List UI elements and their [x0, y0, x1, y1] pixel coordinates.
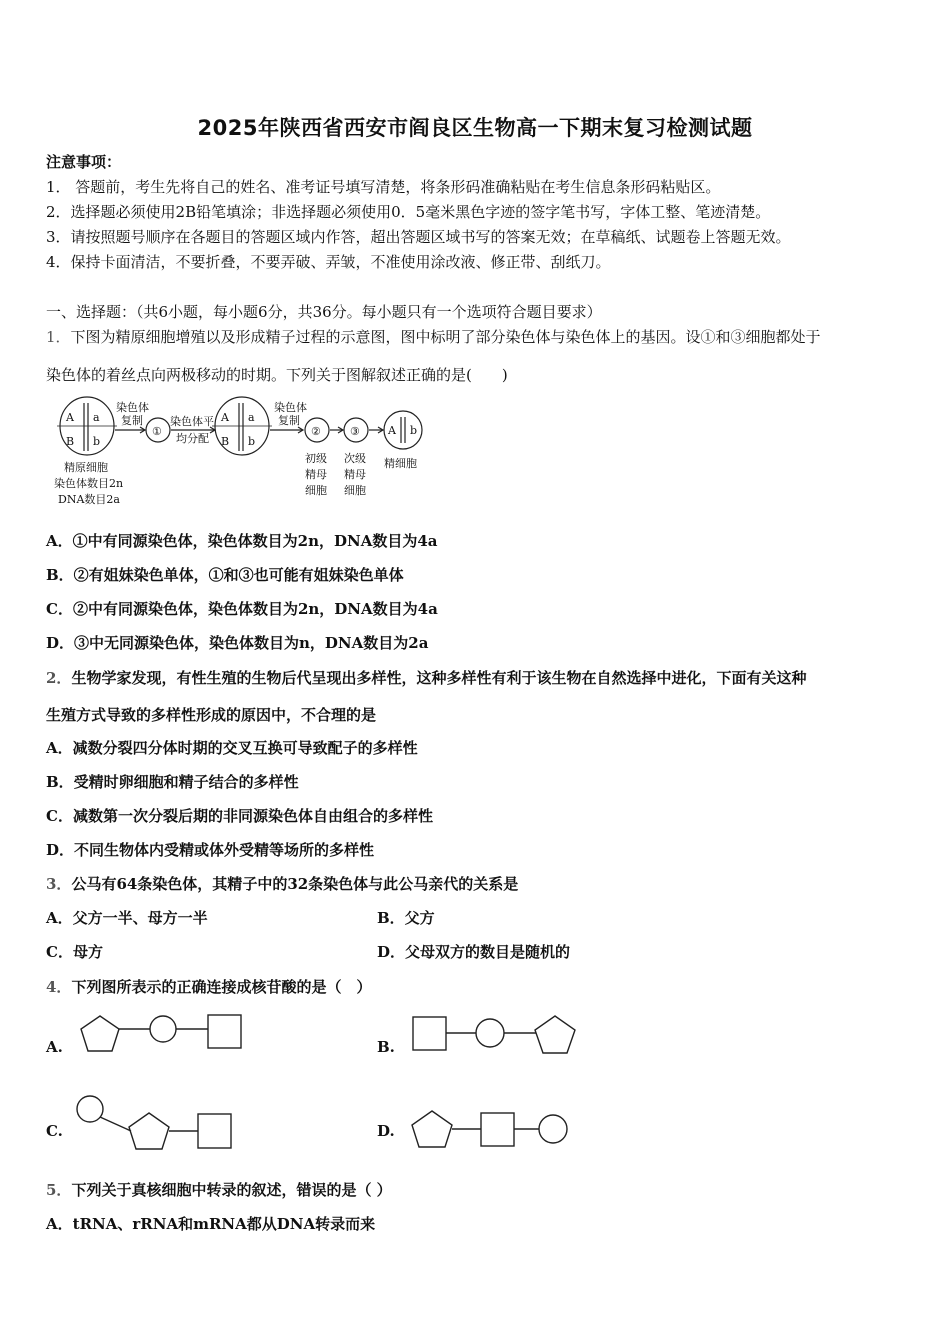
pentagon-sugar: [81, 1016, 119, 1051]
cell-number: ②: [311, 425, 321, 438]
cell-type-label: DNA数目2a: [58, 493, 120, 506]
question-1-text-cont: 染色体的着丝点向两极移动的时期。下列关于图解叙述正确的是( ): [46, 366, 508, 384]
option-b-label[interactable]: B.: [377, 1038, 395, 1056]
square-base: [198, 1114, 231, 1148]
cell-type-label: 染色体数目2n: [54, 477, 124, 490]
option-c[interactable]: C．②中有同源染色体，染色体数目为2n，DNA数目为4a: [46, 600, 438, 618]
notice-item: 1． 答题前，考生先将自己的姓名、准考证号填写清楚，将条形码准确粘贴在考生信息条形码粘贴区。: [46, 178, 721, 196]
notice-heading: 注意事项：: [46, 153, 122, 171]
option-a[interactable]: A．父方一半、母方一半: [46, 909, 208, 927]
option-a[interactable]: A．tRNA、rRNA和mRNA都从DNA转录而来: [46, 1215, 376, 1233]
notice-item: 4．保持卡面清洁，不要折叠，不要弄破、弄皱，不准使用涂改液、修正带、刮纸刀。: [46, 253, 611, 271]
option-c[interactable]: C．减数第一次分裂后期的非同源染色体自由组合的多样性: [46, 807, 433, 825]
gene-label: A: [388, 424, 396, 437]
cell-number: ①: [152, 425, 162, 438]
cell-type-label: 次级: [344, 452, 366, 465]
nucleotide-option-a[interactable]: [76, 1012, 246, 1057]
cell-type-label: 精细胞: [384, 457, 417, 470]
square-base: [481, 1113, 514, 1146]
cell-type-label: 精母: [305, 468, 327, 481]
option-d-label[interactable]: D.: [377, 1122, 395, 1140]
question-1-text: 1．下图为精原细胞增殖以及形成精子过程的示意图，图中标明了部分染色体与染色体上的基因。设①和③细胞都处于: [46, 328, 821, 346]
cell-number: ③: [350, 425, 360, 438]
question-3-text: 3．公马有64条染色体，其精子中的32条染色体与此公马亲代的关系是: [46, 875, 519, 893]
gene-label: a: [248, 411, 255, 424]
page-title: 2025年陕西省西安市阎良区生物高一下期末复习检测试题: [197, 116, 753, 140]
arrow-label: 复制: [121, 414, 143, 427]
option-a-label[interactable]: A.: [46, 1038, 63, 1056]
question-number: 4．: [46, 978, 72, 996]
gene-label: a: [93, 411, 100, 424]
option-b[interactable]: B．受精时卵细胞和精子结合的多样性: [46, 773, 299, 791]
question-5-text: 5．下列关于真核细胞中转录的叙述，错误的是（ ）: [46, 1181, 392, 1199]
question-number: 5．: [46, 1181, 72, 1199]
square-base: [413, 1017, 446, 1050]
question-2-text-cont: 生殖方式导致的多样性形成的原因中，不合理的是: [46, 706, 377, 724]
pentagon-sugar: [412, 1111, 452, 1147]
cell-type-label: 初级: [305, 452, 327, 465]
question-number: 2．: [46, 669, 72, 687]
cell-type-label: 精母: [344, 468, 366, 481]
notice-item: 3．请按照题号顺序在各题目的答题区域内作答，超出答题区域书写的答案无效；在草稿纸、试题卷上答题无效。: [46, 228, 791, 246]
circle-phosphate: [476, 1019, 504, 1047]
cell-type-label: 细胞: [344, 484, 366, 497]
gene-label: b: [248, 435, 256, 448]
gene-label: b: [93, 435, 101, 448]
option-d[interactable]: D．不同生物体内受精或体外受精等场所的多样性: [46, 841, 375, 859]
question-4-text: 4．下列图所表示的正确连接成核苷酸的是（ ）: [46, 978, 372, 996]
option-c-label[interactable]: C.: [46, 1122, 63, 1140]
arrow-label: 染色体: [116, 401, 149, 414]
option-c[interactable]: C．母方: [46, 943, 103, 961]
section-heading: 一、选择题：（共6小题，每小题6分，共36分。每小题只有一个选项符合题目要求）: [46, 303, 602, 321]
gene-label: A: [221, 411, 229, 424]
arrow-label: 复制: [278, 414, 300, 427]
notice-item: 2．选择题必须使用2B铅笔填涂；非选择题必须使用0．5毫米黑色字迹的签字笔书写，字体工整、笔迹清楚。: [46, 203, 771, 221]
option-b[interactable]: B．父方: [377, 909, 435, 927]
option-d[interactable]: D．父母双方的数目是随机的: [377, 943, 571, 961]
circle-phosphate: [539, 1115, 567, 1143]
option-d[interactable]: D．③中无同源染色体，染色体数目为n，DNA数目为2a: [46, 634, 429, 652]
circle-phosphate: [150, 1016, 176, 1042]
nucleotide-option-b[interactable]: [410, 1012, 580, 1057]
gene-label: B: [66, 435, 75, 448]
gene-label: b: [410, 424, 418, 437]
pentagon-sugar: [129, 1113, 169, 1149]
gene-label: B: [221, 435, 230, 448]
cell-type-label: 精原细胞: [64, 461, 108, 474]
square-base: [208, 1015, 241, 1048]
gene-label: A: [66, 411, 74, 424]
option-a[interactable]: A．减数分裂四分体时期的交叉互换可导致配子的多样性: [46, 739, 418, 757]
question-number: 1．: [46, 328, 71, 346]
arrow-label: 染色体平: [170, 415, 214, 428]
cell-type-label: 细胞: [305, 484, 327, 497]
pentagon-sugar: [535, 1016, 575, 1053]
question-2-text: 2．生物学家发现，有性生殖的生物后代呈现出多样性，这种多样性有利于该生物在自然选择中进化，下面有关这种: [46, 669, 807, 687]
option-b[interactable]: B．②有姐妹染色单体，①和③也可能有姐妹染色单体: [46, 566, 404, 584]
spermatogenesis-diagram: [52, 395, 432, 510]
arrow-label: 染色体: [274, 401, 307, 414]
circle-phosphate: [77, 1096, 103, 1122]
option-a[interactable]: A．①中有同源染色体，染色体数目为2n，DNA数目为4a: [46, 532, 438, 550]
question-number: 3．: [46, 875, 72, 893]
arrow-label: 均分配: [176, 432, 209, 445]
nucleotide-option-c[interactable]: [74, 1094, 244, 1154]
nucleotide-option-d[interactable]: [408, 1107, 578, 1152]
